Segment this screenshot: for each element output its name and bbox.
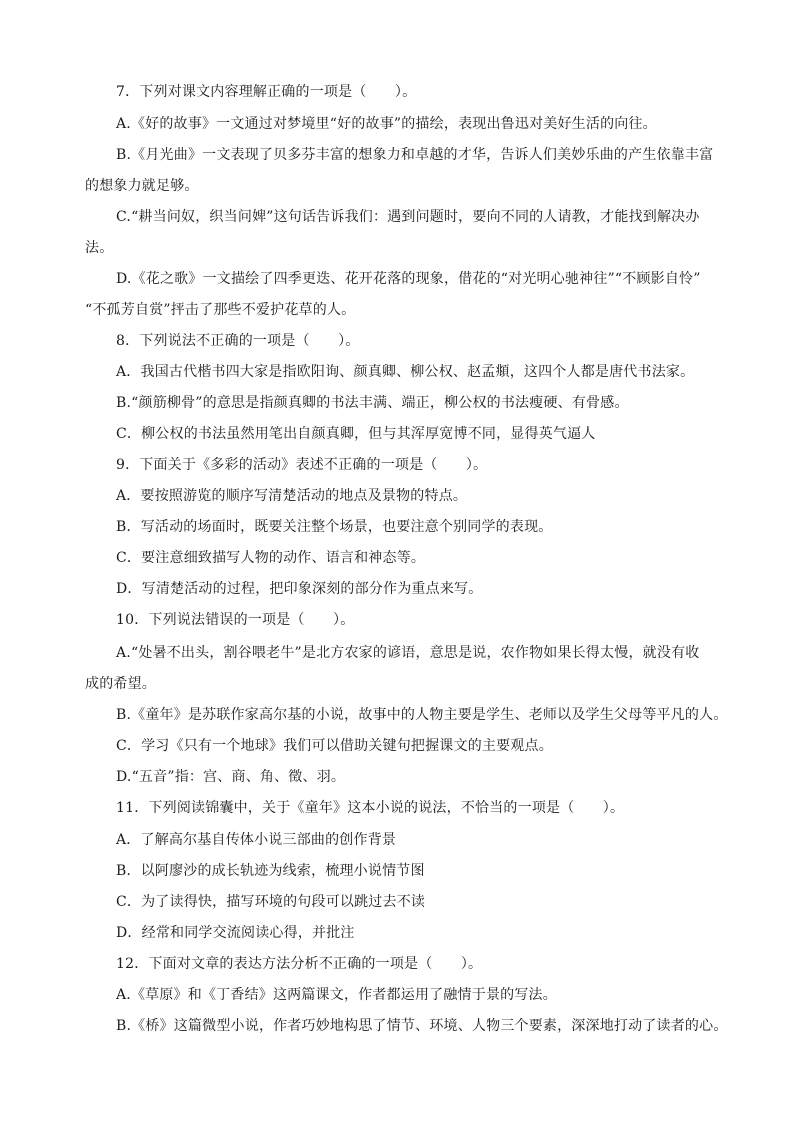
option-line: B．以阿廖沙的成长轨迹为线索，梳理小说情节图 — [116, 863, 425, 879]
option-continuation: “不孤芳自赏”抨击了那些不爱护花草的人。 — [85, 302, 356, 318]
option-line: C．为了读得快，描写环境的句段可以跳过去不读 — [116, 894, 426, 910]
option-line: C．柳公权的书法虽然用笔出自颜真卿，但与其浑厚宽博不同，显得英气逼人 — [116, 426, 596, 442]
option-line: A.《好的故事》一文通过对梦境里“好的故事”的描绘，表现出鲁迅对美好生活的向往。 — [116, 116, 657, 132]
option-continuation: 法。 — [85, 240, 114, 256]
question-stem: 8．下列说法不正确的一项是（ ）。 — [116, 333, 360, 349]
option-line: C．学习《只有一个地球》我们可以借助关键句把握课文的主要观点。 — [116, 738, 553, 754]
option-line: C.“耕当问奴，织当问婢”这句话告诉我们：遇到问题时，要向不同的人请教，才能找到解决办 — [116, 209, 700, 225]
option-continuation: 成的希望。 — [85, 676, 156, 692]
option-line: D．写清楚活动的过程，把印象深刻的部分作为重点来写。 — [116, 581, 483, 597]
question-stem: 9．下面关于《多彩的活动》表述不正确的一项是（ ）。 — [116, 457, 488, 473]
question-stem: 11．下列阅读锦囊中，关于《童年》这本小说的说法，不恰当的一项是（ ）。 — [116, 800, 625, 816]
option-line: A．要按照游览的顺序写清楚活动的地点及景物的特点。 — [116, 488, 468, 504]
question-stem: 12．下面对文章的表达方法分析不正确的一项是（ ）。 — [116, 956, 483, 972]
option-line: B.“颜筋柳骨”的意思是指颜真卿的书法丰满、端正，柳公权的书法瘦硬、有骨感。 — [116, 395, 629, 411]
option-line: B.《桥》这篇微型小说，作者巧妙地构思了情节、环境、人物三个要素，深深地打动了读者的心。 — [116, 1018, 728, 1034]
option-line: D.“五音”指：宫、商、角、徵、羽。 — [116, 769, 346, 785]
option-line: B．写活动的场面时，既要关注整个场景，也要注意个别同学的表现。 — [116, 519, 553, 535]
question-stem: 10．下列说法错误的一项是（ ）。 — [116, 612, 355, 628]
question-stem: 7．下列对课文内容理解正确的一项是（ ）。 — [116, 84, 417, 100]
option-line: A.“处暑不出头，割谷喂老牛”是北方农家的谚语，意思是说，农作物如果长得太慢，就没有收 — [116, 645, 700, 661]
option-line: A．我国古代楷书四大家是指欧阳询、颜真卿、柳公权、赵孟頫，这四个人都是唐代书法家。 — [116, 364, 695, 380]
option-continuation: 的想象力就足够。 — [85, 178, 199, 194]
option-line: B.《童年》是苏联作家高尔基的小说，故事中的人物主要是学生、老师以及学生父母等平凡的人。 — [116, 707, 728, 723]
option-line: A．了解高尔基自传体小说三部曲的创作背景 — [116, 832, 397, 848]
option-line: D.《花之歌》一文描绘了四季更迭、花开花落的现象，借花的“对光明心驰神往”“不顾影自怜” — [116, 271, 701, 287]
option-line: B.《月光曲》一文表现了贝多芬丰富的想象力和卓越的才华，告诉人们美妙乐曲的产生依靠丰富 — [116, 147, 714, 163]
option-line: A.《草原》和《丁香结》这两篇课文，作者都运用了融情于景的写法。 — [116, 987, 557, 1003]
option-line: D．经常和同学交流阅读心得，并批注 — [116, 925, 355, 941]
option-line: C．要注意细致描写人物的动作、语言和神态等。 — [116, 550, 426, 566]
